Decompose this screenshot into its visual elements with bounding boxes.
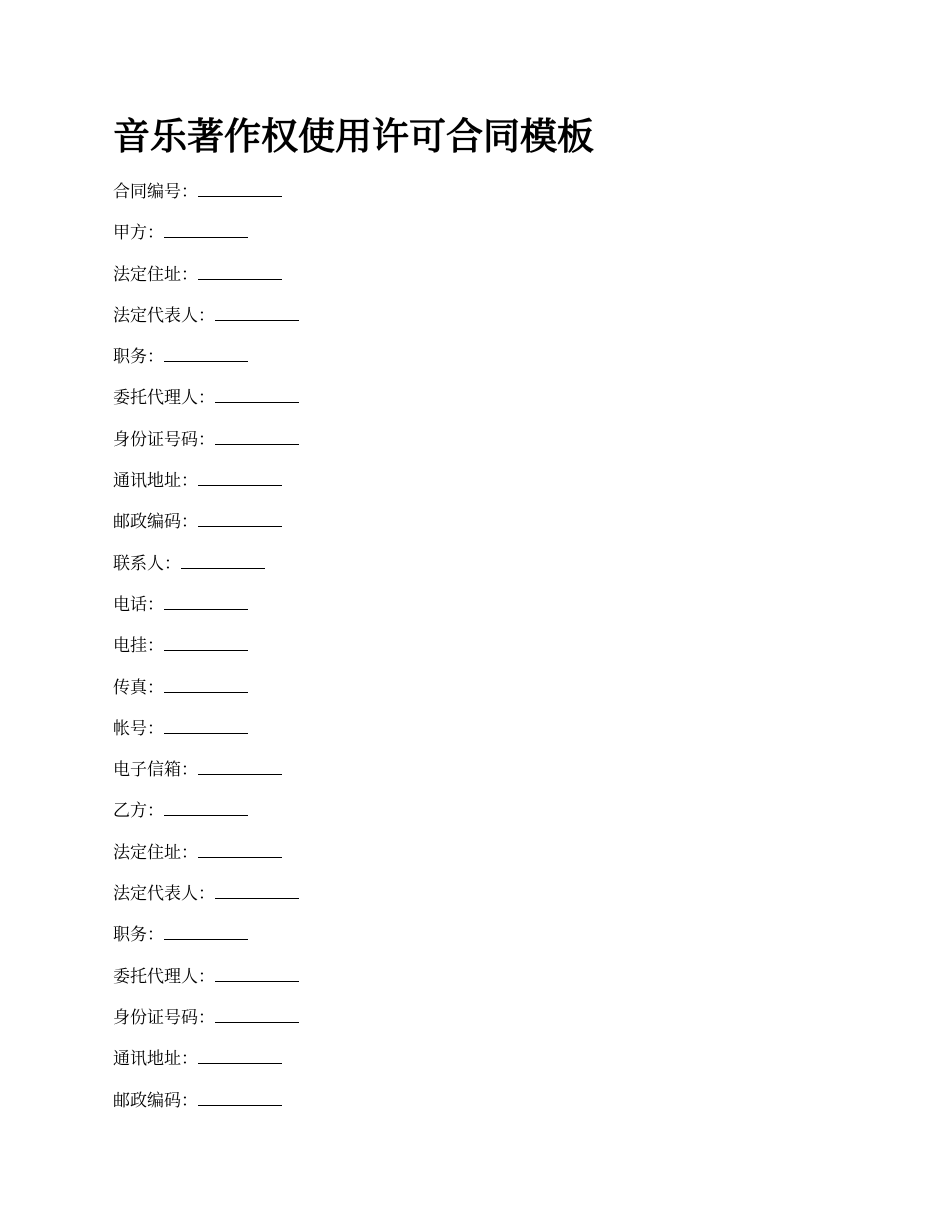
field-label: 邮政编码： [113,512,198,533]
field-party-b-legal-rep [113,880,299,921]
field-label: 法定住址： [113,264,198,285]
fill-in-blank[interactable] [198,756,282,775]
field-party-a-agent [113,384,299,425]
field-label: 传真： [113,677,164,698]
contract-field-list [113,178,299,1128]
field-party-b-id-number [113,1004,299,1045]
field-label: 电挂： [113,636,164,657]
field-party-a-account [113,715,299,756]
fill-in-blank[interactable] [215,426,299,445]
field-contract-number [113,178,299,219]
field-label: 联系人： [113,553,181,574]
fill-in-blank[interactable] [164,591,248,610]
fill-in-blank[interactable] [198,178,282,197]
field-party-b-position [113,921,299,962]
field-label: 委托代理人： [113,966,215,987]
fill-in-blank[interactable] [215,963,299,982]
field-label: 身份证号码： [113,429,215,450]
fill-in-blank[interactable] [181,550,265,569]
fill-in-blank[interactable] [215,880,299,899]
field-label: 甲方： [113,223,164,244]
field-label: 帐号： [113,718,164,739]
field-party-b-postal-code [113,1087,299,1128]
field-party-a-phone [113,591,299,632]
field-label: 法定代表人： [113,305,215,326]
field-party-a-fax [113,674,299,715]
fill-in-blank[interactable] [198,508,282,527]
field-party-a-id-number [113,426,299,467]
field-party-b-address [113,839,299,880]
field-label: 乙方： [113,801,164,822]
fill-in-blank[interactable] [215,384,299,403]
field-party-a-contact [113,550,299,591]
fill-in-blank[interactable] [164,921,248,940]
fill-in-blank[interactable] [198,1087,282,1106]
field-label: 合同编号： [113,182,198,202]
field-label: 职务： [113,347,164,368]
fill-in-blank[interactable] [164,632,248,651]
field-label: 法定代表人： [113,884,215,905]
field-party-a-legal-rep [113,302,299,343]
fill-in-blank[interactable] [164,715,248,734]
field-party-a-mailing-address [113,467,299,508]
field-party-b [113,797,299,838]
field-label: 通讯地址： [113,1049,198,1070]
fill-in-blank[interactable] [215,1004,299,1023]
fill-in-blank[interactable] [198,839,282,858]
fill-in-blank[interactable] [198,261,282,280]
field-label: 职务： [113,925,164,946]
fill-in-blank[interactable] [164,219,248,238]
field-party-a-postal-code [113,508,299,549]
field-party-a-telegraph [113,632,299,673]
fill-in-blank[interactable] [198,1045,282,1064]
field-label: 委托代理人： [113,388,215,409]
field-label: 邮政编码： [113,1090,198,1111]
fill-in-blank[interactable] [215,302,299,321]
field-label: 法定住址： [113,842,198,863]
field-party-a-email [113,756,299,797]
field-label: 电子信箱： [113,760,198,781]
fill-in-blank[interactable] [164,797,248,816]
field-party-a-address [113,261,299,302]
fill-in-blank[interactable] [198,467,282,486]
field-party-a [113,219,299,260]
fill-in-blank[interactable] [164,674,248,693]
field-party-b-agent [113,963,299,1004]
field-label: 身份证号码： [113,1007,215,1028]
field-party-a-position [113,343,299,384]
document-title: 音乐著作权使用许可合同模板 [113,114,594,158]
fill-in-blank[interactable] [164,343,248,362]
field-party-b-mailing-address [113,1045,299,1086]
field-label: 电话： [113,594,164,615]
field-label: 通讯地址： [113,471,198,492]
